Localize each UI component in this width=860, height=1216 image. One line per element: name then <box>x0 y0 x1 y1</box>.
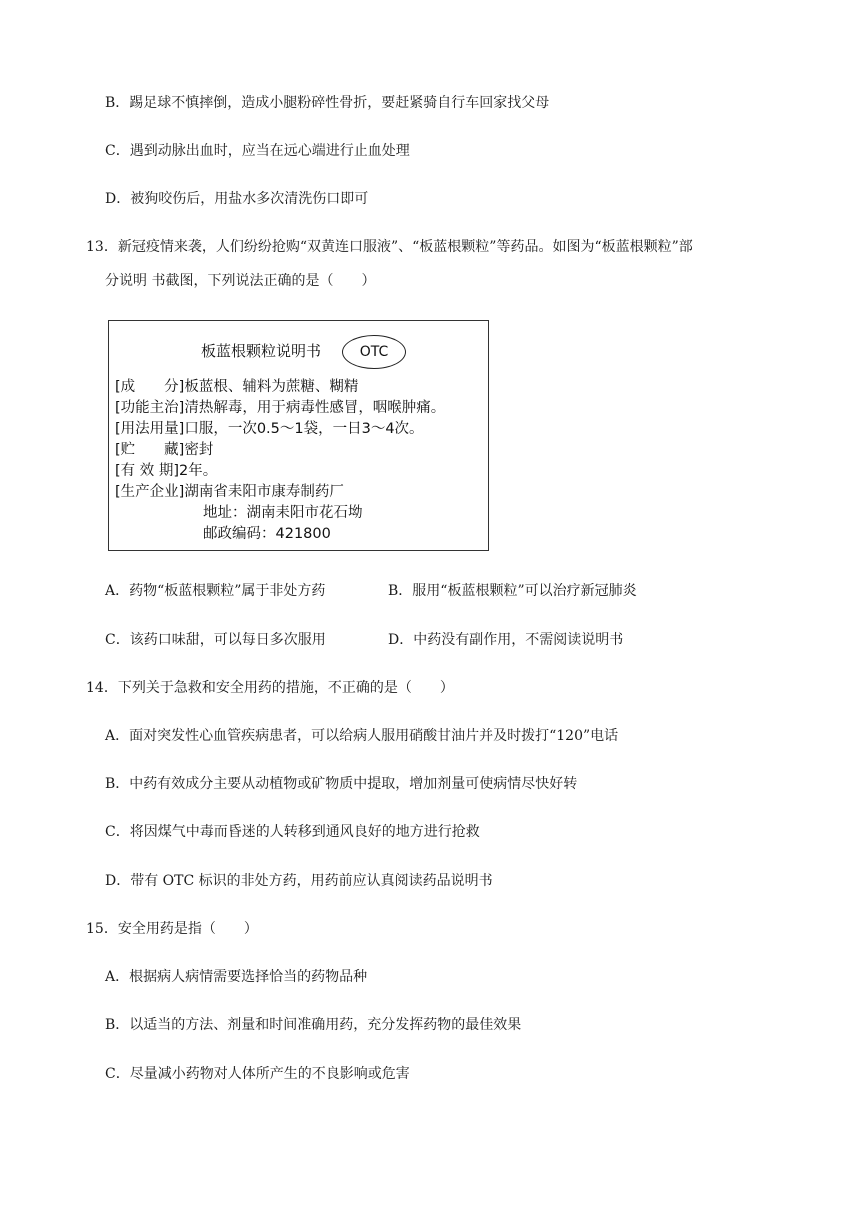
label-title: 板蓝根颗粒说明书 <box>201 342 322 360</box>
q15-stem: 15．安全用药是指（ ） <box>86 921 258 937</box>
q13-option-b: B．服用“板蓝根颗粒”可以治疗新冠肺炎 <box>388 583 637 599</box>
otc-badge: OTC <box>342 335 406 369</box>
q14-option-c: C．将因煤气中毒而昏迷的人转移到通风良好的地方进行抢救 <box>105 824 480 840</box>
q13-stem-line1: 13．新冠疫情来袭，人们纷纷抢购“双黄连口服液”、“板蓝根颗粒”等药品。如图为“板蓝根颗粒”部 <box>86 239 693 255</box>
q14-option-d: D．带有 OTC 标识的非处方药，用药前应认真阅读药品说明书 <box>105 873 493 889</box>
q12-option-b: B．踢足球不慎摔倒，造成小腿粉碎性骨折，要赶紧骑自行车回家找父母 <box>105 95 550 111</box>
q14-option-b: B．中药有效成分主要从动植物或矿物质中提取，增加剂量可使病情尽快好转 <box>105 776 578 792</box>
q15-option-a: A．根据病人病情需要选择恰当的药物品种 <box>105 969 368 985</box>
medicine-label-image <box>108 320 489 551</box>
q12-option-d: D．被狗咬伤后，用盐水多次清洗伤口即可 <box>105 191 369 207</box>
q12-option-c: C．遇到动脉出血时，应当在远心端进行止血处理 <box>105 143 410 159</box>
label-line: [功能主治]清热解毒，用于病毒性感冒，咽喉肿痛。 <box>115 400 446 416</box>
label-line: [用法用量]口服，一次0.5～1袋，一日3～4次。 <box>115 421 424 437</box>
q14-stem: 14．下列关于急救和安全用药的措施，不正确的是（ ） <box>86 680 454 696</box>
q13-option-a: A．药物“板蓝根颗粒”属于非处方药 <box>105 583 326 599</box>
q15-option-b: B．以适当的方法、剂量和时间准确用药，充分发挥药物的最佳效果 <box>105 1017 522 1033</box>
label-line: [成 分]板蓝根、辅料为蔗糖、糊精 <box>115 379 359 395</box>
label-postcode: 邮政编码：421800 <box>203 526 331 542</box>
q13-stem-line2: 分说明 书截图，下列说法正确的是（ ） <box>105 273 376 289</box>
q15-option-c: C．尽量减小药物对人体所产生的不良影响或危害 <box>105 1066 410 1082</box>
label-line: [贮 藏]密封 <box>115 442 214 458</box>
label-address: 地址：湖南耒阳市花石坳 <box>203 505 363 521</box>
q13-option-c: C．该药口味甜，可以每日多次服用 <box>105 632 326 648</box>
q13-option-d: D．中药没有副作用，不需阅读说明书 <box>388 632 624 648</box>
label-line: [生产企业]湖南省耒阳市康寿制药厂 <box>115 484 344 500</box>
q14-option-a: A．面对突发性心血管疾病患者，可以给病人服用硝酸甘油片并及时拨打“120”电话 <box>105 728 619 744</box>
label-line: [有 效 期]2年。 <box>115 463 218 479</box>
